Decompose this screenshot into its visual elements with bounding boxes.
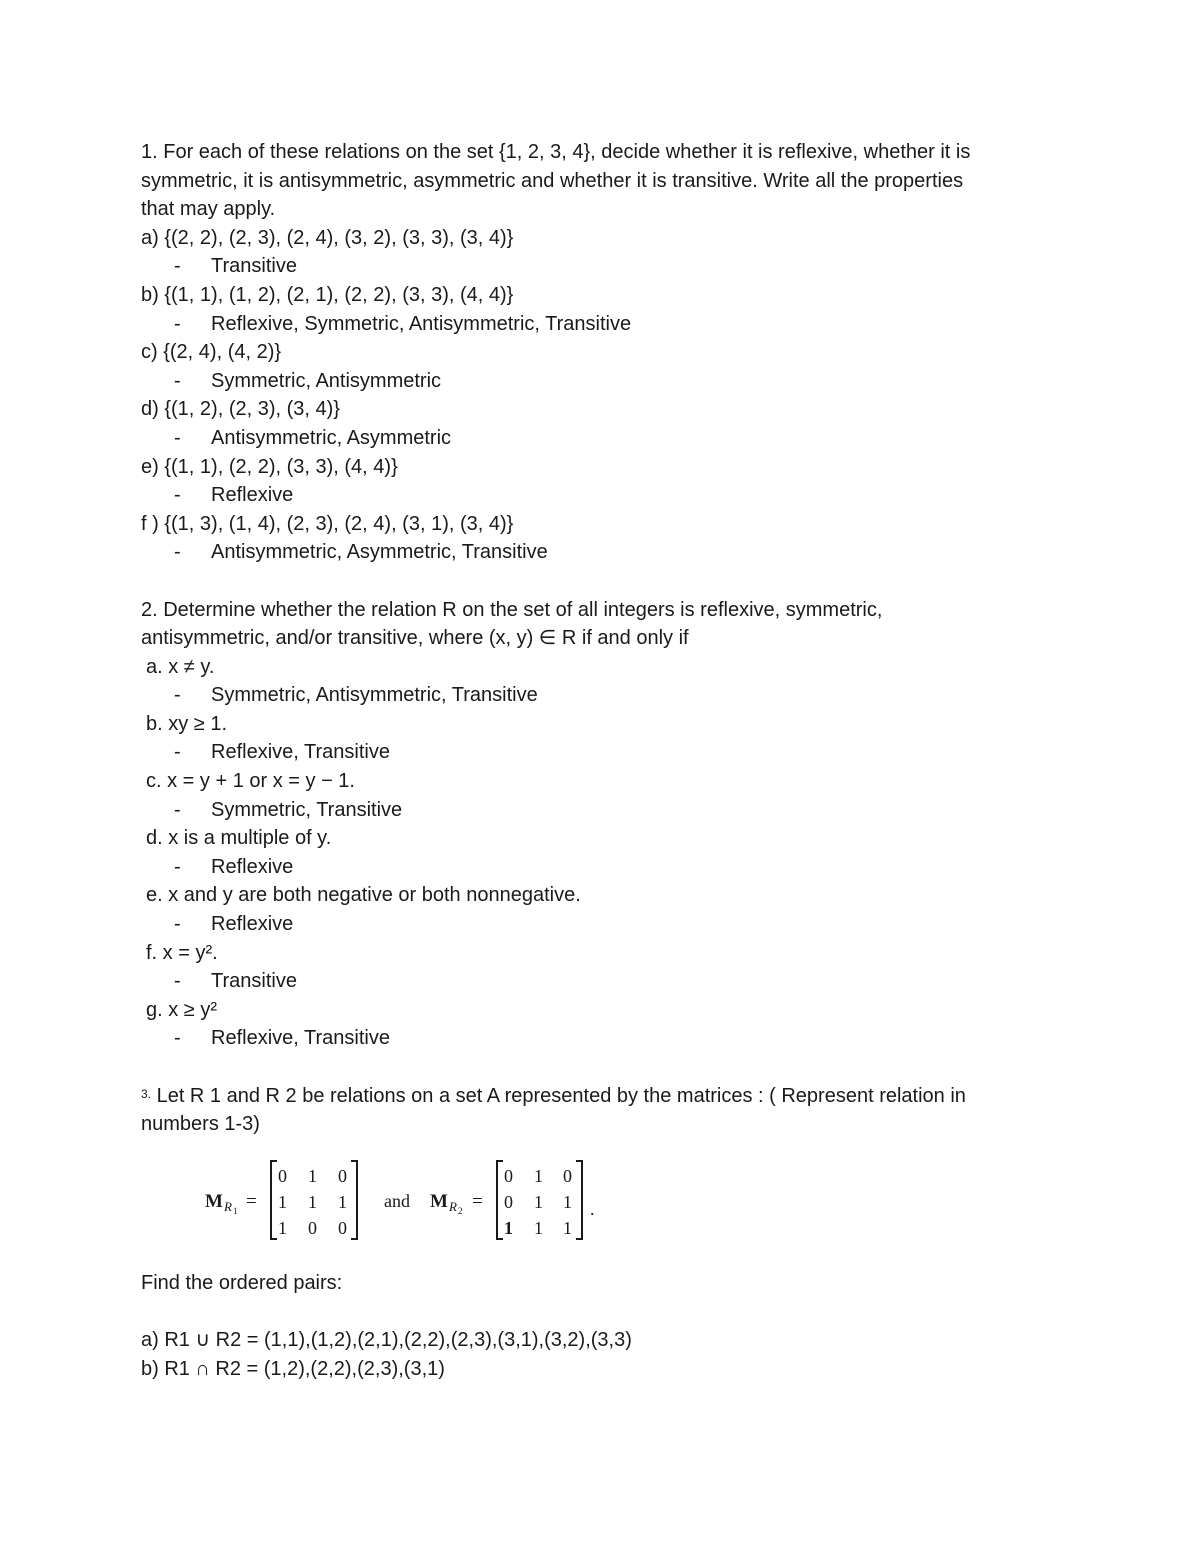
q2-item-label: f. x = y². bbox=[146, 941, 218, 964]
answer-text: Antisymmetric, Asymmetric, Transitive bbox=[211, 541, 548, 564]
q2-item-label: d. x is a multiple of y. bbox=[146, 827, 332, 850]
dash-marker: - bbox=[174, 970, 181, 993]
matrix-figure bbox=[201, 1153, 761, 1247]
matrix2-cell: 1 bbox=[534, 1217, 543, 1238]
matrix2-cell: 1 bbox=[504, 1217, 513, 1238]
q1-prompt-line: symmetric, it is antisymmetric, asymmetric and whether it is transitive. Write all the properties bbox=[141, 169, 964, 192]
matrix1-cell: 0 bbox=[278, 1165, 287, 1186]
q3-answer-intersection: b) R1 ∩ R2 = (1,2),(2,2),(2,3),(3,1) bbox=[141, 1357, 445, 1380]
answer-text: Transitive bbox=[211, 970, 297, 993]
matrix-period: . bbox=[590, 1198, 595, 1219]
matrix1-subsub: 1 bbox=[233, 1205, 238, 1216]
answer-text: Symmetric, Antisymmetric, Transitive bbox=[211, 684, 538, 707]
matrix1-cell: 1 bbox=[308, 1165, 317, 1186]
matrix2-subsub: 2 bbox=[458, 1205, 463, 1216]
matrix2-cell: 0 bbox=[504, 1191, 513, 1212]
matrix1-cell: 1 bbox=[278, 1217, 287, 1238]
q1-item-answer bbox=[141, 538, 1061, 567]
matrix-equation bbox=[141, 1153, 1061, 1247]
matrix1-eq: = bbox=[246, 1190, 257, 1212]
q2-item-label: c. x = y + 1 or x = y − 1. bbox=[146, 770, 355, 793]
dash-marker: - bbox=[174, 312, 181, 335]
answer-text: Reflexive bbox=[211, 855, 294, 878]
q3-prompt-text: Let R 1 and R 2 be relations on a set A represented by the matrices : ( Represent relation in bbox=[151, 1084, 966, 1107]
q1-prompt-line: that may apply. bbox=[141, 198, 276, 221]
q1-item-answer bbox=[141, 310, 1061, 339]
answer-text: Reflexive, Transitive bbox=[211, 1027, 390, 1050]
q2-item-answer bbox=[141, 796, 1061, 825]
matrix2-cell: 1 bbox=[563, 1217, 572, 1238]
answer-text: Reflexive bbox=[211, 913, 294, 936]
dash-marker: - bbox=[174, 798, 181, 821]
spacer bbox=[141, 1053, 1061, 1082]
matrix2-left-bracket bbox=[497, 1161, 503, 1239]
matrix1-name: M bbox=[205, 1190, 223, 1212]
answer-text: Symmetric, Antisymmetric bbox=[211, 369, 442, 392]
matrix1-cell: 0 bbox=[338, 1217, 347, 1238]
q2-item-answer bbox=[141, 853, 1061, 882]
question-3 bbox=[141, 1082, 1061, 1384]
matrix1-cell: 1 bbox=[338, 1191, 347, 1212]
q2-item-answer bbox=[141, 738, 1061, 767]
q1-item-label: a) {(2, 2), (2, 3), (2, 4), (3, 2), (3, 3), (3, 4)} bbox=[141, 226, 514, 249]
spacer bbox=[141, 567, 1061, 596]
dash-marker: - bbox=[174, 684, 181, 707]
q2-item-label: g. x ≥ y² bbox=[146, 998, 217, 1021]
matrix1-cell: 0 bbox=[308, 1217, 317, 1238]
matrix2-cell: 0 bbox=[504, 1165, 513, 1186]
answer-text: Reflexive bbox=[211, 484, 294, 507]
dash-marker: - bbox=[174, 913, 181, 936]
q2-item-label: e. x and y are both negative or both nonnegative. bbox=[146, 884, 581, 907]
dash-marker: - bbox=[174, 855, 181, 878]
q1-item-answer bbox=[141, 252, 1061, 281]
q2-item-answer bbox=[141, 1024, 1061, 1053]
q2-item-label: b. xy ≥ 1. bbox=[146, 712, 228, 735]
q1-item-answer bbox=[141, 367, 1061, 396]
matrix2-right-bracket bbox=[576, 1161, 582, 1239]
dash-marker: - bbox=[174, 741, 181, 764]
answer-text: Reflexive, Symmetric, Antisymmetric, Transitive bbox=[211, 312, 632, 335]
dash-marker: - bbox=[174, 426, 181, 449]
matrix2-eq: = bbox=[472, 1190, 483, 1212]
question-1 bbox=[141, 138, 1061, 567]
q3-number: 3. bbox=[141, 1086, 152, 1101]
q3-prompt-line: numbers 1-3) bbox=[141, 1113, 260, 1136]
dash-marker: - bbox=[174, 484, 181, 507]
q1-item-label: c) {(2, 4), (4, 2)} bbox=[141, 341, 282, 364]
dash-marker: - bbox=[174, 1027, 181, 1050]
q1-item-label: f ) {(1, 3), (1, 4), (2, 3), (2, 4), (3, 1), (3, 4)} bbox=[141, 512, 514, 535]
q3-answer-union: a) R1 ∪ R2 = (1,1),(1,2),(2,1),(2,2),(2,3),(3,1),(3,2),(3,3) bbox=[141, 1328, 632, 1351]
document-content bbox=[141, 138, 1061, 1383]
q2-item-answer bbox=[141, 910, 1061, 939]
answer-text: Antisymmetric, Asymmetric bbox=[211, 426, 452, 449]
matrix1-cell: 1 bbox=[308, 1191, 317, 1212]
matrix2-sub: R bbox=[449, 1198, 457, 1214]
q2-item-answer bbox=[141, 967, 1061, 996]
q2-item-answer bbox=[141, 681, 1061, 710]
answer-text: Reflexive, Transitive bbox=[211, 741, 390, 764]
q3-find-text: Find the ordered pairs: bbox=[141, 1271, 343, 1294]
q1-item-answer bbox=[141, 424, 1061, 453]
matrix2-name: M bbox=[430, 1190, 448, 1212]
matrix1-cell: 0 bbox=[338, 1165, 347, 1186]
matrix1-right-bracket bbox=[351, 1161, 357, 1239]
matrix-conjunction: and bbox=[384, 1190, 410, 1211]
q2-prompt-line: antisymmetric, and/or transitive, where (x, y) ∈ R if and only if bbox=[141, 627, 689, 650]
q1-item-label: d) {(1, 2), (2, 3), (3, 4)} bbox=[141, 398, 340, 421]
matrix2-cell: 1 bbox=[534, 1165, 543, 1186]
dash-marker: - bbox=[174, 541, 181, 564]
matrix2-cell: 1 bbox=[534, 1191, 543, 1212]
dash-marker: - bbox=[174, 255, 181, 278]
q1-item-label: e) {(1, 1), (2, 2), (3, 3), (4, 4)} bbox=[141, 455, 398, 478]
q2-prompt-line: 2. Determine whether the relation R on the set of all integers is reflexive, symmetric, bbox=[141, 598, 883, 621]
answer-text: Transitive bbox=[211, 255, 297, 278]
matrix1-cell: 1 bbox=[278, 1191, 287, 1212]
q1-item-answer bbox=[141, 481, 1061, 510]
answer-text: Symmetric, Transitive bbox=[211, 798, 403, 821]
spacer bbox=[141, 1297, 1061, 1326]
matrix1-left-bracket bbox=[271, 1161, 277, 1239]
matrix2-cell: 0 bbox=[563, 1165, 572, 1186]
q2-item-label: a. x ≠ y. bbox=[146, 655, 215, 678]
q1-item-label: b) {(1, 1), (1, 2), (2, 1), (2, 2), (3, 3), (4, 4)} bbox=[141, 283, 514, 306]
q1-prompt-line: 1. For each of these relations on the set {1, 2, 3, 4}, decide whether it is reflexive, whether it is bbox=[141, 141, 971, 163]
question-2 bbox=[141, 596, 1061, 1054]
matrix1-sub: R bbox=[224, 1198, 232, 1214]
matrix2-cell: 1 bbox=[563, 1191, 572, 1212]
q3-prompt-line bbox=[141, 1082, 1061, 1111]
dash-marker: - bbox=[174, 369, 181, 392]
